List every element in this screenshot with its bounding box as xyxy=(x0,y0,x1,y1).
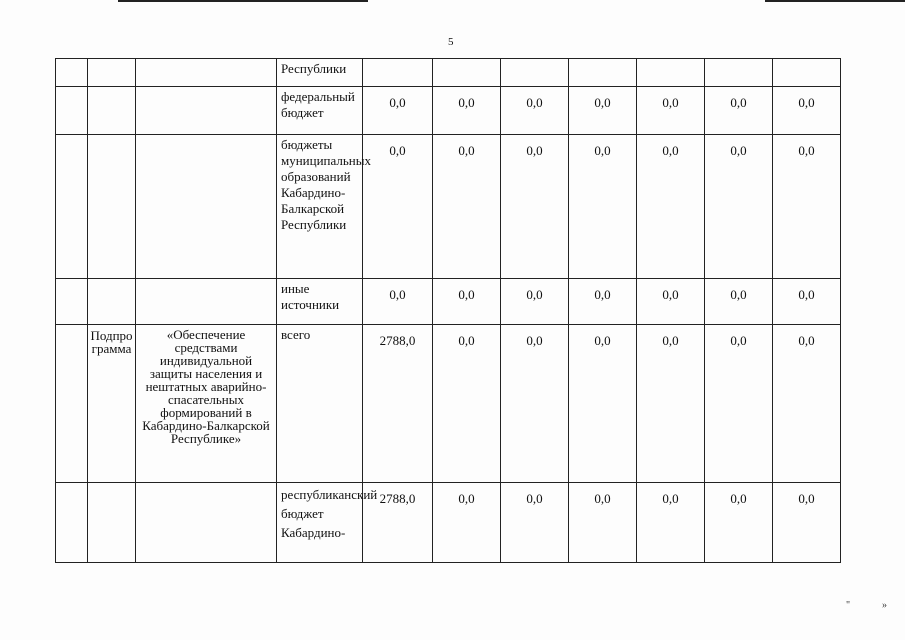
top-rule-right xyxy=(765,0,905,2)
value-cell xyxy=(637,59,705,87)
value-cell: 0,0 xyxy=(433,483,501,563)
name-cell xyxy=(136,483,277,563)
value-cell: 0,0 xyxy=(569,325,637,483)
status-cell xyxy=(88,483,136,563)
value-cell: 0,0 xyxy=(705,325,773,483)
index-cell xyxy=(56,483,88,563)
value-cell: 0,0 xyxy=(569,279,637,325)
value-cell: 0,0 xyxy=(773,483,841,563)
value-cell: 0,0 xyxy=(637,279,705,325)
value-cell: 2788,0 xyxy=(363,325,433,483)
value-cell xyxy=(433,59,501,87)
value-cell: 0,0 xyxy=(637,325,705,483)
index-cell xyxy=(56,59,88,87)
value-cell: 0,0 xyxy=(705,279,773,325)
status-cell xyxy=(88,87,136,135)
index-cell xyxy=(56,87,88,135)
table-row xyxy=(56,279,841,325)
scan-mark: " xyxy=(846,600,851,611)
source-cell: всего xyxy=(277,325,363,483)
value-cell: 0,0 xyxy=(433,325,501,483)
name-cell xyxy=(136,135,277,279)
value-cell xyxy=(705,59,773,87)
subprogram-title: «Обеспечение средствами индивидуальной защиты населения и нештатных аварийно-спасательных формирований в Кабардино-Балкарской Республике» xyxy=(136,325,277,483)
source-cell: республиканский бюджет Кабардино- xyxy=(277,483,363,563)
value-cell xyxy=(569,59,637,87)
value-cell: 0,0 xyxy=(705,87,773,135)
name-cell xyxy=(136,87,277,135)
value-cell: 0,0 xyxy=(773,87,841,135)
page-number: 5 xyxy=(448,36,454,48)
name-cell xyxy=(136,279,277,325)
value-cell: 0,0 xyxy=(501,135,569,279)
source-cell: федеральный бюджет xyxy=(277,87,363,135)
value-cell: 2788,0 xyxy=(363,483,433,563)
status-cell xyxy=(88,59,136,87)
value-cell: 0,0 xyxy=(501,279,569,325)
value-cell: 0,0 xyxy=(569,135,637,279)
value-cell: 0,0 xyxy=(433,279,501,325)
subprogram-label: Подпрограмма xyxy=(88,325,136,483)
index-cell xyxy=(56,135,88,279)
table-row xyxy=(56,325,841,483)
value-cell: 0,0 xyxy=(433,87,501,135)
value-cell: 0,0 xyxy=(637,87,705,135)
index-cell xyxy=(56,325,88,483)
value-cell: 0,0 xyxy=(501,483,569,563)
source-cell: Республики xyxy=(277,59,363,87)
value-cell: 0,0 xyxy=(363,135,433,279)
value-cell: 0,0 xyxy=(501,325,569,483)
budget-table xyxy=(55,58,841,563)
value-cell: 0,0 xyxy=(501,87,569,135)
value-cell xyxy=(773,59,841,87)
value-cell: 0,0 xyxy=(705,135,773,279)
source-cell: иные источники xyxy=(277,279,363,325)
value-cell xyxy=(363,59,433,87)
status-cell xyxy=(88,135,136,279)
value-cell: 0,0 xyxy=(433,135,501,279)
table-row xyxy=(56,59,841,87)
source-cell: бюджеты муниципальных образований Кабардино-Балкарской Республики xyxy=(277,135,363,279)
scan-mark: » xyxy=(882,600,887,611)
name-cell xyxy=(136,59,277,87)
value-cell: 0,0 xyxy=(637,135,705,279)
index-cell xyxy=(56,279,88,325)
table-row xyxy=(56,483,841,563)
value-cell xyxy=(501,59,569,87)
value-cell: 0,0 xyxy=(637,483,705,563)
value-cell: 0,0 xyxy=(705,483,773,563)
table-row xyxy=(56,87,841,135)
top-rule-left xyxy=(118,0,368,2)
value-cell: 0,0 xyxy=(569,483,637,563)
value-cell: 0,0 xyxy=(773,325,841,483)
table-row xyxy=(56,135,841,279)
value-cell: 0,0 xyxy=(363,279,433,325)
value-cell: 0,0 xyxy=(773,279,841,325)
value-cell: 0,0 xyxy=(363,87,433,135)
value-cell: 0,0 xyxy=(569,87,637,135)
status-cell xyxy=(88,279,136,325)
value-cell: 0,0 xyxy=(773,135,841,279)
